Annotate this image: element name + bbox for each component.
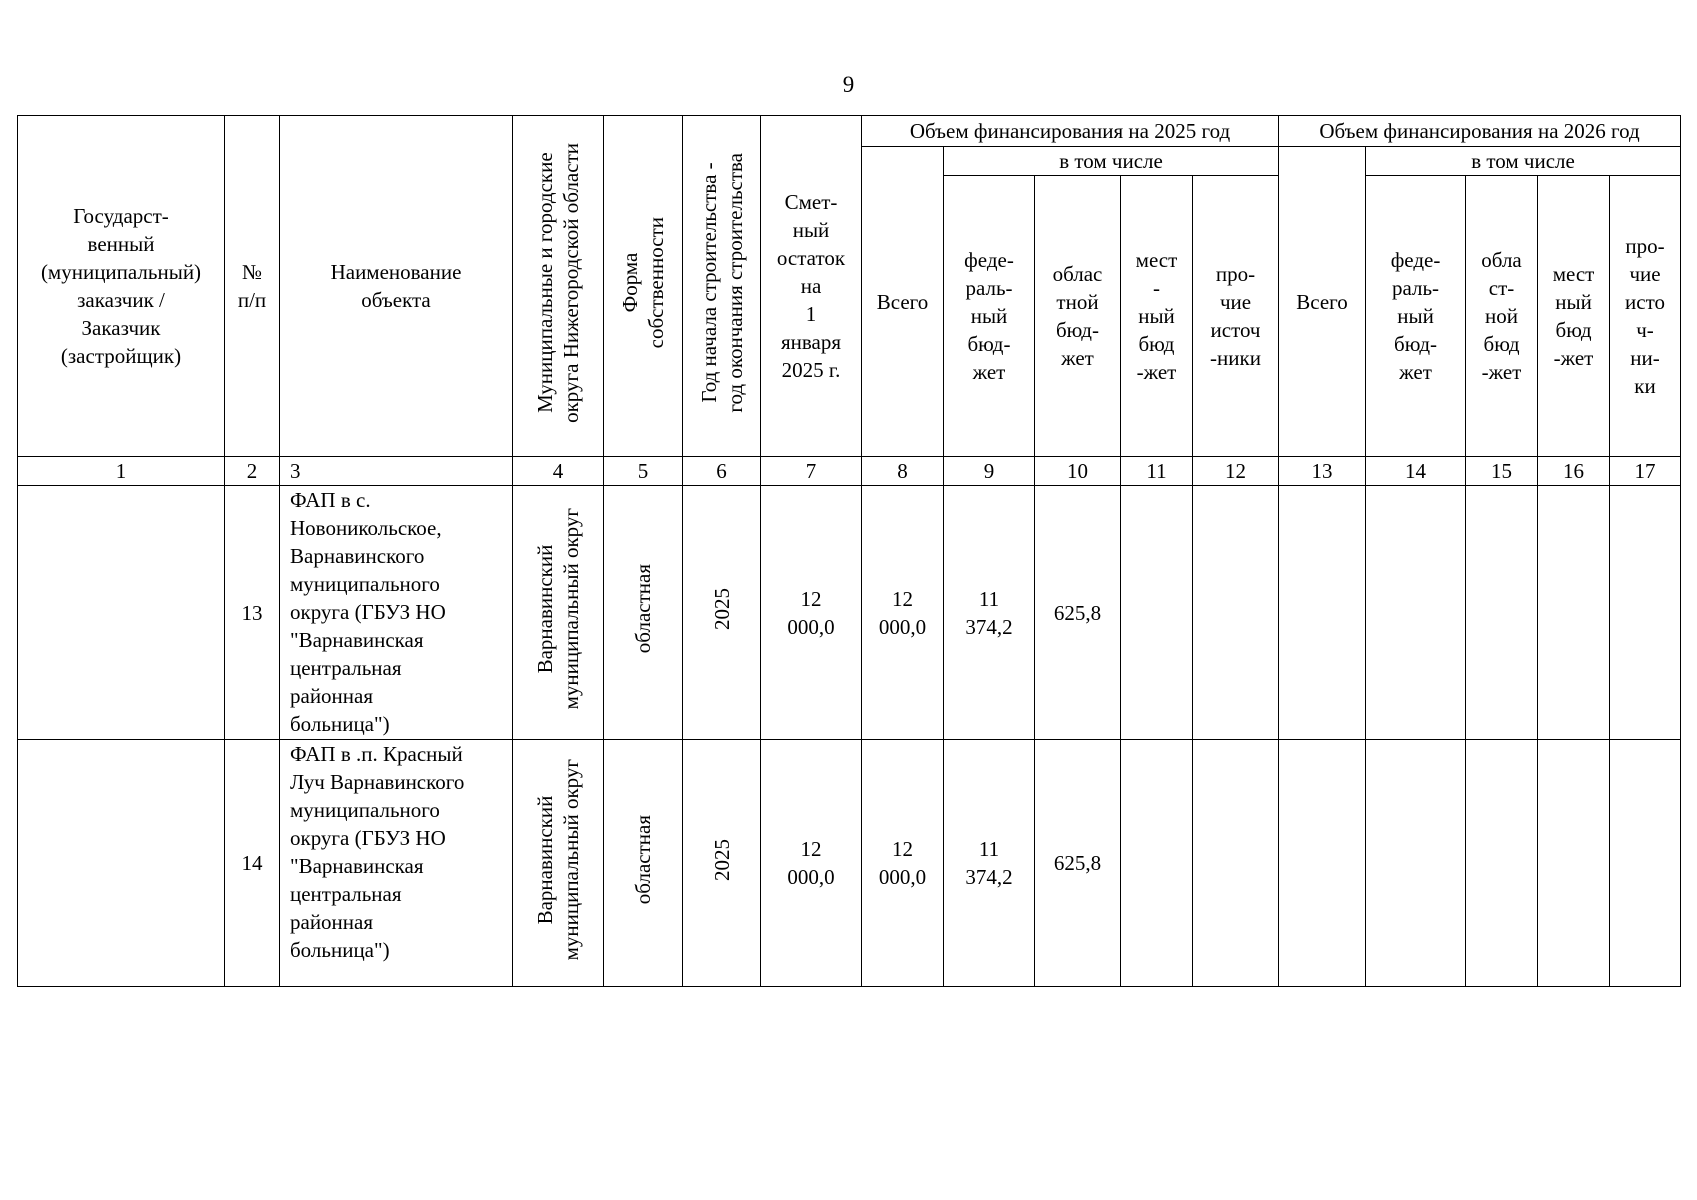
cell-number: 14	[225, 740, 280, 987]
header-local-2026: мест ный бюд -жет	[1538, 176, 1610, 457]
cell-other-2026	[1610, 486, 1681, 740]
header-number: № п/п	[225, 116, 280, 457]
column-number: 4	[513, 457, 604, 486]
header-years: Год начала строительства - год окончания строительства	[683, 116, 761, 457]
header-municipality: Муниципальные и городские округа Нижегородской области	[513, 116, 604, 457]
cell-other-2025	[1193, 740, 1279, 987]
cell-total-2026	[1279, 740, 1366, 987]
column-number: 8	[862, 457, 944, 486]
cell-other-2025	[1193, 486, 1279, 740]
header-name: Наименование объекта	[280, 116, 513, 457]
cell-local-2025	[1121, 740, 1193, 987]
header-incl-2025: в том числе	[944, 147, 1279, 176]
column-number-row	[18, 457, 1681, 486]
header-total-2025: Всего	[862, 147, 944, 457]
column-number: 10	[1035, 457, 1121, 486]
column-number: 13	[1279, 457, 1366, 486]
header-regional-2025: облас тной бюд- жет	[1035, 176, 1121, 457]
header-estimate: Смет- ный остаток на 1 января 2025 г.	[761, 116, 862, 457]
cell-regional-2025: 625,8	[1035, 486, 1121, 740]
column-number: 3	[280, 457, 513, 486]
cell-estimate: 12 000,0	[761, 740, 862, 987]
page-number: 9	[842, 72, 855, 97]
cell-object-name: ФАП в с. Новоникольское, Варнавинского муниципального округа (ГБУЗ НО "Варнавинская центральная районная больница")	[280, 486, 513, 740]
column-number: 16	[1538, 457, 1610, 486]
cell-customer	[18, 740, 225, 987]
header-local-2025: мест - ный бюд -жет	[1121, 176, 1193, 457]
table-row	[18, 740, 1681, 987]
cell-ownership: областная	[604, 740, 683, 987]
cell-object-name: ФАП в .п. Красный Луч Варнавинского муниципального округа (ГБУЗ НО "Варнавинская центральная районная больница")	[280, 740, 513, 987]
header-fin-2025: Объем финансирования на 2025 год	[862, 116, 1279, 147]
header-row-1	[18, 116, 1681, 147]
header-regional-2026: обла ст- ной бюд -жет	[1466, 176, 1538, 457]
cell-federal-2026	[1366, 486, 1466, 740]
column-number: 11	[1121, 457, 1193, 486]
header-fin-2026: Объем финансирования на 2026 год	[1279, 116, 1681, 147]
column-number: 5	[604, 457, 683, 486]
cell-years: 2025	[683, 740, 761, 987]
cell-number: 13	[225, 486, 280, 740]
table-row	[18, 486, 1681, 740]
cell-regional-2026	[1466, 740, 1538, 987]
column-number: 1	[18, 457, 225, 486]
column-number: 7	[761, 457, 862, 486]
cell-years: 2025	[683, 486, 761, 740]
cell-estimate: 12 000,0	[761, 486, 862, 740]
cell-customer	[18, 486, 225, 740]
header-other-2026: про- чие исто ч- ни- ки	[1610, 176, 1681, 457]
cell-municipality: Варнавинский муниципальный округ	[513, 486, 604, 740]
column-number: 6	[683, 457, 761, 486]
cell-ownership: областная	[604, 486, 683, 740]
cell-municipality: Варнавинский муниципальный округ	[513, 740, 604, 987]
cell-local-2026	[1538, 740, 1610, 987]
cell-total-2025: 12 000,0	[862, 486, 944, 740]
cell-total-2026	[1279, 486, 1366, 740]
column-number: 12	[1193, 457, 1279, 486]
cell-local-2026	[1538, 486, 1610, 740]
cell-federal-2025: 11 374,2	[944, 486, 1035, 740]
header-customer: Государст- венный (муниципальный) заказчик / Заказчик (застройщик)	[18, 116, 225, 457]
header-other-2025: про- чие источ -ники	[1193, 176, 1279, 457]
cell-local-2025	[1121, 486, 1193, 740]
financing-table	[17, 115, 1681, 987]
cell-total-2025: 12 000,0	[862, 740, 944, 987]
header-incl-2026: в том числе	[1366, 147, 1681, 176]
cell-other-2026	[1610, 740, 1681, 987]
header-total-2026: Всего	[1279, 147, 1366, 457]
column-number: 9	[944, 457, 1035, 486]
column-number: 15	[1466, 457, 1538, 486]
header-federal-2026: феде- раль- ный бюд- жет	[1366, 176, 1466, 457]
header-ownership: Форма собственности	[604, 116, 683, 457]
cell-regional-2026	[1466, 486, 1538, 740]
cell-regional-2025: 625,8	[1035, 740, 1121, 987]
column-number: 17	[1610, 457, 1681, 486]
cell-federal-2026	[1366, 740, 1466, 987]
cell-federal-2025: 11 374,2	[944, 740, 1035, 987]
column-number: 14	[1366, 457, 1466, 486]
header-federal-2025: феде- раль- ный бюд- жет	[944, 176, 1035, 457]
column-number: 2	[225, 457, 280, 486]
